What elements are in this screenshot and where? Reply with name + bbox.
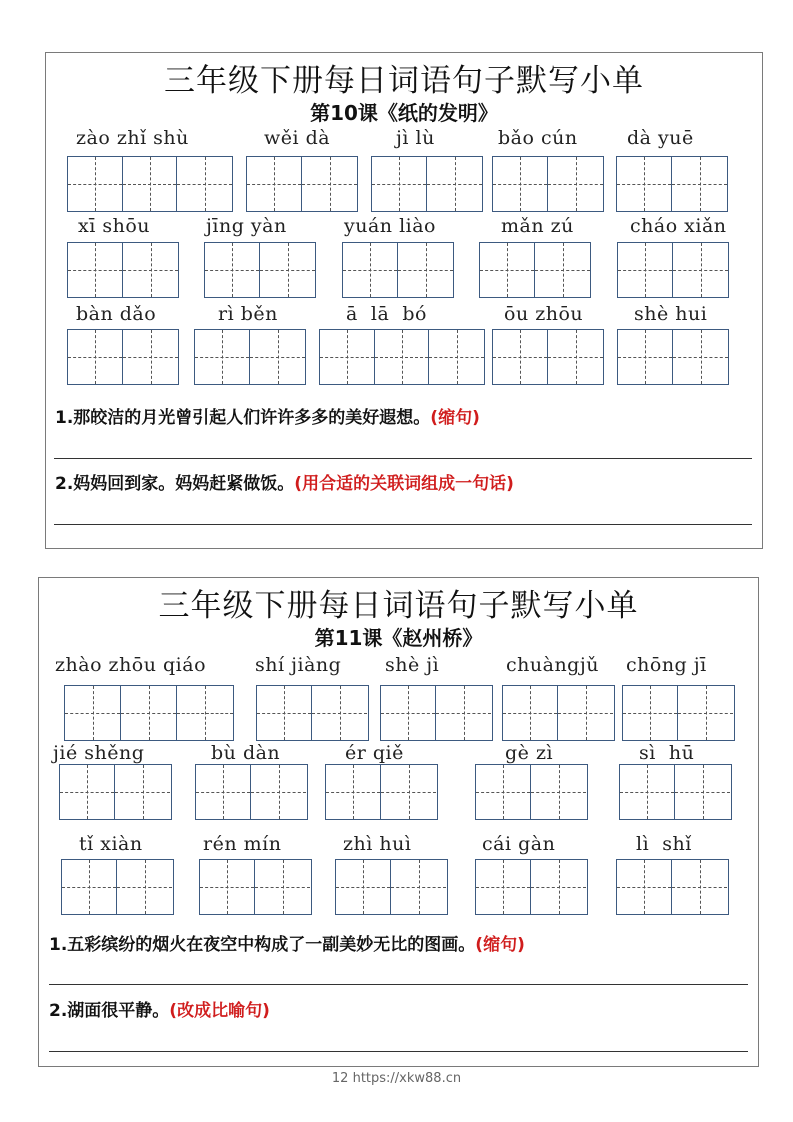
worksheet-title: 三年级下册每日词语句子默写小单 [158,588,639,624]
writing-grid[interactable] [619,764,732,820]
writing-grid[interactable] [342,242,454,298]
pinyin-label: bàn dǎo [76,303,157,325]
writing-grid[interactable] [335,859,448,915]
question-hint: (缩句) [430,408,480,428]
writing-grid[interactable] [616,859,729,915]
writing-grid[interactable] [325,764,438,820]
writing-grid[interactable] [204,242,316,298]
writing-grid[interactable] [475,764,588,820]
pinyin-label: bǎo cún [498,127,578,149]
writing-grid[interactable] [475,859,588,915]
writing-grid[interactable] [199,859,312,915]
question-2: 2.妈妈回到家。妈妈赶紧做饭。(用合适的关联词组成一句话) [55,474,514,494]
pinyin-label: dà yuē [627,127,694,149]
writing-grid[interactable] [194,329,306,385]
lesson-title: 第10课《纸的发明》 [310,101,498,125]
writing-grid[interactable] [61,859,174,915]
writing-grid[interactable] [256,685,369,741]
question-2: 2.湖面很平静。(改成比喻句) [49,1001,270,1021]
page-footer: 12 https://xkw88.cn [331,1071,462,1086]
writing-grid[interactable] [502,685,615,741]
pinyin-label: cái gàn [482,833,556,855]
writing-grid[interactable] [617,242,729,298]
lesson-title: 第11课《赵州桥》 [314,626,483,650]
question-1: 1.那皎洁的月光曾引起人们许许多多的美好遐想。(缩句) [55,408,480,428]
pinyin-label: tǐ xiàn [79,833,143,855]
answer-line-1[interactable] [49,984,748,985]
worksheet-title: 三年级下册每日词语句子默写小单 [164,63,644,99]
pinyin-label: rén mín [203,833,282,855]
pinyin-label: sì hū [639,742,695,764]
writing-grid[interactable] [64,685,234,741]
writing-grid[interactable] [479,242,591,298]
pinyin-label: lì shǐ [636,833,692,855]
pinyin-label: cháo xiǎn [630,215,727,237]
answer-line-1[interactable] [54,458,752,459]
pinyin-label: shè jì [385,654,440,676]
pinyin-label: jié shěng [53,742,145,764]
writing-grid[interactable] [380,685,493,741]
pinyin-label: chuàngjǔ [506,654,599,676]
writing-grid[interactable] [67,329,179,385]
pinyin-label: zhào zhōu qiáo [55,654,207,676]
writing-grid[interactable] [617,329,729,385]
writing-grid[interactable] [492,329,604,385]
pinyin-label: xī shōu [78,215,150,237]
worksheet-lesson-10 [45,52,763,549]
pinyin-label: zhì huì [343,833,412,855]
pinyin-label: chōng jī [626,654,707,676]
question-hint: (缩句) [475,935,525,955]
writing-grid[interactable] [616,156,728,212]
pinyin-label: ā lā bó [346,303,427,325]
pinyin-label: zào zhǐ shù [76,127,189,149]
writing-grid[interactable] [67,242,179,298]
pinyin-label: ér qiě [345,742,404,764]
writing-grid[interactable] [492,156,604,212]
answer-line-2[interactable] [49,1051,748,1052]
writing-grid[interactable] [246,156,358,212]
writing-grid[interactable] [67,156,233,212]
question-hint: (改成比喻句) [169,1001,270,1021]
question-hint: (用合适的关联词组成一句话) [294,474,514,494]
pinyin-label: wěi dà [264,127,331,149]
pinyin-label: ōu zhōu [504,303,584,325]
pinyin-label: gè zì [505,742,554,764]
pinyin-label: rì běn [218,303,278,325]
pinyin-label: shè hui [634,303,708,325]
writing-grid[interactable] [371,156,483,212]
question-1: 1.五彩缤纷的烟火在夜空中构成了一副美妙无比的图画。(缩句) [49,935,525,955]
pinyin-label: mǎn zú [501,215,574,237]
writing-grid[interactable] [319,329,485,385]
pinyin-label: bù dàn [211,742,281,764]
worksheet-lesson-11 [38,577,759,1067]
pinyin-label: shí jiàng [255,654,342,676]
writing-grid[interactable] [59,764,172,820]
pinyin-label: yuán liào [344,215,436,237]
writing-grid[interactable] [195,764,308,820]
writing-grid[interactable] [622,685,735,741]
pinyin-label: jì lù [396,127,435,149]
pinyin-label: jīng yàn [206,215,287,237]
answer-line-2[interactable] [54,524,752,525]
